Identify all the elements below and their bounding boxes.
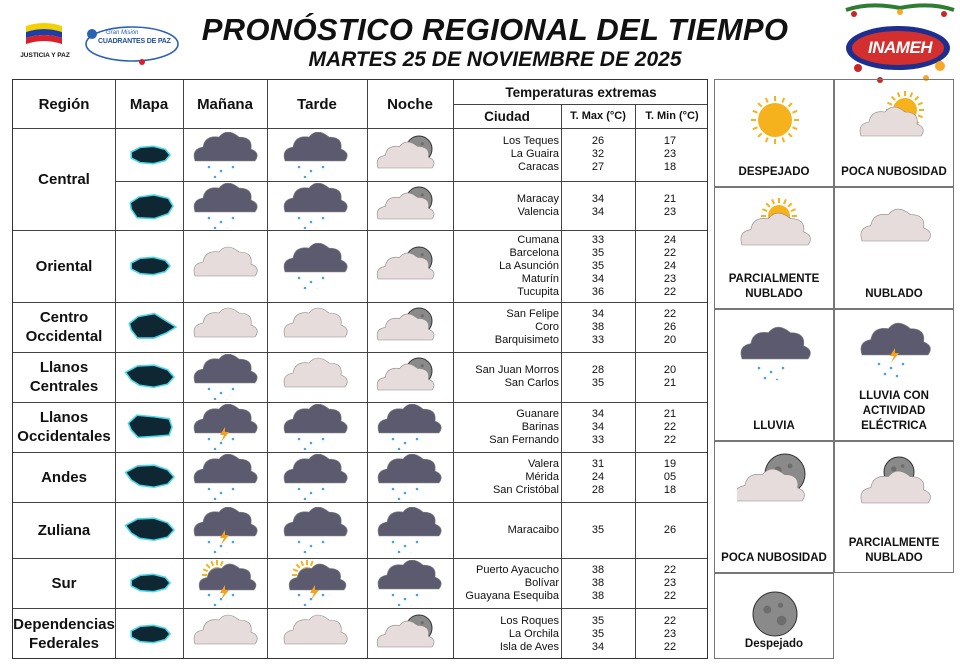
tmin-list-value: 23 [663, 272, 677, 285]
tmax-list-value: 34 [591, 407, 605, 420]
tmin-list-value: 23 [663, 148, 677, 160]
rain-cloud-icon [371, 507, 447, 553]
city-list-value: San Felipe [506, 307, 559, 320]
tmax-list-value: 34 [591, 420, 605, 433]
tmin-list-value: 22 [663, 246, 677, 259]
tmax-list-value: 35 [591, 614, 605, 627]
rain-cloud-icon [187, 454, 263, 500]
light-cloud-icon [187, 243, 263, 289]
rain-icon [737, 320, 813, 380]
tmin-list-value: 26 [663, 523, 677, 536]
rain-cloud-icon [187, 354, 263, 400]
tmax-list [565, 564, 631, 603]
tmax-list [565, 234, 631, 299]
region-map-icon [117, 513, 183, 547]
legend-label: PARCIALMENTE NUBLADO [728, 273, 820, 300]
tmin-list-value: 22 [663, 433, 677, 446]
rain-cloud-icon [277, 243, 353, 289]
tmax-list-value: 35 [591, 523, 605, 536]
legend-label: LLUVIA CON ACTIVIDAD ELÉCTRICA [859, 390, 929, 432]
tmin-list-value: 23 [663, 627, 677, 640]
light-cloud-icon [187, 611, 263, 657]
tmin-list-value: 22 [663, 285, 677, 298]
rain-cloud-icon [371, 404, 447, 450]
legend-item [834, 79, 954, 187]
tmin-list-value: 21 [663, 407, 677, 420]
mission-logo-line1: Gran Misión [106, 30, 139, 36]
legend-item [714, 441, 834, 573]
tmin-list-value: 23 [663, 576, 677, 589]
tmin-list-value: 17 [663, 135, 677, 147]
city-list-value: Guayana Esequiba [465, 589, 559, 602]
tmax-list-value: 36 [591, 285, 605, 298]
col-map: Mapa [129, 95, 169, 113]
rain-cloud-icon [187, 132, 263, 178]
region-name: Central [38, 170, 90, 188]
cloudy-icon [857, 198, 933, 258]
tmax-list [565, 524, 631, 537]
region-name: Oriental [35, 257, 93, 275]
moon-icon [737, 584, 813, 644]
tmax-list-value: 26 [591, 135, 605, 147]
tmax-list [565, 193, 631, 219]
inameh-logo-text: INAMEH [868, 38, 933, 57]
city-list-value: Valera [528, 457, 559, 470]
city-list-value: Barquisimeto [494, 333, 559, 346]
tmin-list-value: 22 [663, 640, 677, 653]
tmax-list-value: 38 [591, 320, 605, 333]
tmin-list-value: 22 [663, 420, 677, 433]
tmax-list [565, 364, 631, 390]
rain-cloud-icon [371, 560, 447, 606]
light-cloud-icon [187, 304, 263, 350]
thunderstorm-icon [857, 320, 933, 380]
mission-logo-line2: CUADRANTES DE PAZ [98, 38, 171, 45]
rain-cloud-icon [277, 507, 353, 553]
legend-label: PARCIALMENTE NUBLADO [848, 537, 940, 564]
sun-cloud-icon [857, 90, 933, 150]
tmax-list-value: 28 [591, 483, 605, 496]
legend-label: POCA NUBOSIDAD [841, 166, 947, 178]
region-name: Llanos Occidentales [17, 409, 111, 445]
city-list [459, 408, 559, 447]
col-afternoon: Tarde [297, 95, 337, 113]
tmin-list [637, 364, 703, 390]
night-cloud-icon [371, 183, 447, 229]
city-list [459, 564, 559, 603]
partly-cloudy-icon [737, 198, 813, 258]
night-cloud-icon [371, 304, 447, 350]
city-list [459, 615, 559, 654]
region-map-icon [117, 360, 183, 394]
logo-left-caption: JUSTICIA Y PAZ [20, 52, 70, 59]
tmin-list-value: 18 [663, 483, 677, 496]
legend-label: Despejado [744, 638, 804, 650]
region-name: Dependencias Federales [13, 616, 115, 652]
city-list-value: Isla de Aves [499, 640, 559, 653]
sun-icon [737, 90, 813, 150]
tmin-list [637, 408, 703, 447]
tmin-list [637, 193, 703, 219]
city-list-value: Valencia [517, 205, 559, 218]
region-map-icon [117, 617, 183, 651]
legend-item [834, 187, 954, 309]
tmin-list [637, 524, 703, 537]
col-region: Región [38, 95, 90, 113]
city-list-value: San Carlos [504, 377, 559, 389]
tmin-list-value: 18 [663, 161, 677, 173]
city-list-value: Tucupita [517, 285, 559, 298]
region-name: Sur [51, 574, 77, 592]
night-cloud-icon [371, 611, 447, 657]
light-cloud-icon [277, 354, 353, 400]
region-name: Centro Occidental [25, 309, 103, 345]
tmin-list [637, 615, 703, 654]
forecast-table [12, 79, 708, 659]
col-night: Noche [387, 95, 433, 113]
tmin-list-value: 22 [663, 614, 677, 627]
city-list [459, 135, 559, 174]
tmax-list-value: 35 [591, 377, 605, 389]
partly-storm-icon [277, 560, 353, 606]
region-name: Andes [41, 468, 87, 486]
tmax-list-value: 38 [591, 563, 605, 576]
rain-cloud-icon [277, 454, 353, 500]
city-list-value: Barinas [521, 420, 559, 433]
tmin-list-value: 23 [663, 205, 677, 218]
city-list [459, 193, 559, 219]
city-list-value: Maracay [516, 192, 559, 205]
rain-cloud-icon [371, 454, 447, 500]
rain-cloud-icon [277, 404, 353, 450]
legend-label: POCA NUBOSIDAD [721, 552, 827, 564]
tmax-list-value: 34 [591, 205, 605, 218]
tmin-list [637, 458, 703, 497]
tmin-list-value: 19 [663, 457, 677, 470]
light-cloud-icon [277, 611, 353, 657]
tmin-list-value: 22 [663, 563, 677, 576]
city-list-value: Caracas [518, 161, 559, 173]
city-list-value: Coro [535, 320, 559, 333]
tmax-list-value: 32 [591, 148, 605, 160]
legend-panel [714, 79, 954, 659]
region-map-icon [117, 460, 183, 494]
region-map-icon [117, 566, 183, 600]
tmax-list-value: 38 [591, 576, 605, 589]
col-tmin: T. Min (°C) [645, 110, 699, 122]
region-name: Zuliana [37, 521, 91, 539]
tmax-list-value: 24 [591, 470, 605, 483]
tmin-list-value: 24 [663, 259, 677, 272]
legend-label: LLUVIA [753, 420, 795, 432]
region-map-icon [117, 138, 183, 172]
tmin-list-value: 20 [663, 333, 677, 346]
tmax-list-value: 34 [591, 192, 605, 205]
city-list-value: San Fernando [489, 433, 559, 446]
legend-label: DESPEJADO [738, 166, 810, 178]
tmax-list-value: 33 [591, 233, 605, 246]
city-list-value: Maturín [521, 272, 559, 285]
col-city: Ciudad [484, 108, 530, 124]
city-list [459, 458, 559, 497]
city-list-value: Barcelona [509, 246, 559, 259]
tmin-list-value: 05 [663, 470, 677, 483]
legend-item [714, 187, 834, 309]
night-cloud-icon [371, 243, 447, 289]
city-list-value: San Juan Morros [475, 364, 559, 376]
rain-cloud-icon [277, 132, 353, 178]
tmax-list-value: 27 [591, 161, 605, 173]
city-list-value: Guanare [516, 407, 559, 420]
tmin-list [637, 564, 703, 603]
tmin-list-value: 26 [663, 320, 677, 333]
tmax-list [565, 615, 631, 654]
legend-item [714, 79, 834, 187]
legend-item [714, 309, 834, 441]
legend-label: NUBLADO [865, 288, 923, 300]
tmax-list-value: 35 [591, 246, 605, 259]
storm-cloud-icon [187, 507, 263, 553]
tmax-list-value: 33 [591, 433, 605, 446]
city-list-value: La Guaira [510, 148, 559, 160]
tmax-list [565, 135, 631, 174]
region-map-icon [117, 410, 183, 444]
tmax-list-value: 35 [591, 627, 605, 640]
moon-cloud-icon [737, 452, 813, 512]
page-date: MARTES 25 DE NOVIEMBRE DE 2025 [308, 48, 682, 71]
city-list-value: San Cristóbal [492, 483, 559, 496]
page-title: PRONÓSTICO REGIONAL DEL TIEMPO [201, 12, 789, 47]
legend-item [834, 309, 954, 441]
tmax-list-value: 31 [591, 457, 605, 470]
light-cloud-icon [277, 304, 353, 350]
city-list-value: Maracaibo [507, 523, 559, 536]
tmin-list [637, 135, 703, 174]
tmax-list [565, 308, 631, 347]
tmin-list [637, 234, 703, 299]
tmax-list-value: 34 [591, 307, 605, 320]
region-name: Llanos Centrales [29, 359, 99, 395]
tmax-list-value: 34 [591, 272, 605, 285]
header-logos [14, 16, 184, 68]
tmax-list-value: 35 [591, 259, 605, 272]
city-list-value: Bolívar [524, 576, 559, 589]
city-list-value: Mérida [525, 470, 559, 483]
region-map-icon [117, 310, 183, 344]
city-list-value: Cumana [517, 233, 559, 246]
legend-item [714, 573, 834, 659]
tmin-list-value: 21 [663, 192, 677, 205]
partly-storm-icon [187, 560, 263, 606]
city-list [459, 364, 559, 390]
rain-cloud-icon [277, 183, 353, 229]
region-map-icon [117, 189, 183, 223]
tmin-list-value: 21 [663, 377, 677, 389]
tmin-list-value: 22 [663, 589, 677, 602]
tmin-list [637, 308, 703, 347]
tmin-list-value: 22 [663, 307, 677, 320]
city-list-value: La Asunción [499, 259, 559, 272]
mission-logo [80, 22, 180, 66]
col-tmax: T. Max (°C) [570, 110, 626, 122]
night-cloud-icon [371, 354, 447, 400]
region-map-icon [117, 249, 183, 283]
col-extremes: Temperaturas extremas [505, 84, 657, 100]
tmin-list-value: 24 [663, 233, 677, 246]
city-list [459, 234, 559, 299]
city-list-value: Los Roques [500, 614, 559, 627]
legend-item [834, 441, 954, 573]
city-list [459, 524, 559, 537]
night-cloud-icon [371, 132, 447, 178]
tmax-list-value: 33 [591, 333, 605, 346]
storm-cloud-icon [187, 404, 263, 450]
city-list-value: Puerto Ayacucho [476, 563, 559, 576]
city-list-value: La Orchila [508, 627, 559, 640]
tmax-list [565, 458, 631, 497]
rain-cloud-icon [187, 183, 263, 229]
city-list-value: Los Teques [502, 135, 559, 147]
city-list [459, 308, 559, 347]
tmax-list-value: 38 [591, 589, 605, 602]
tmin-list-value: 20 [663, 364, 677, 376]
tmax-list-value: 28 [591, 364, 605, 376]
venezuela-flag-icon [24, 20, 64, 50]
tmax-list-value: 34 [591, 640, 605, 653]
moon-partly-icon [857, 452, 933, 512]
tmax-list [565, 408, 631, 447]
inameh-logo [840, 2, 958, 88]
col-morning: Mañana [197, 95, 253, 113]
